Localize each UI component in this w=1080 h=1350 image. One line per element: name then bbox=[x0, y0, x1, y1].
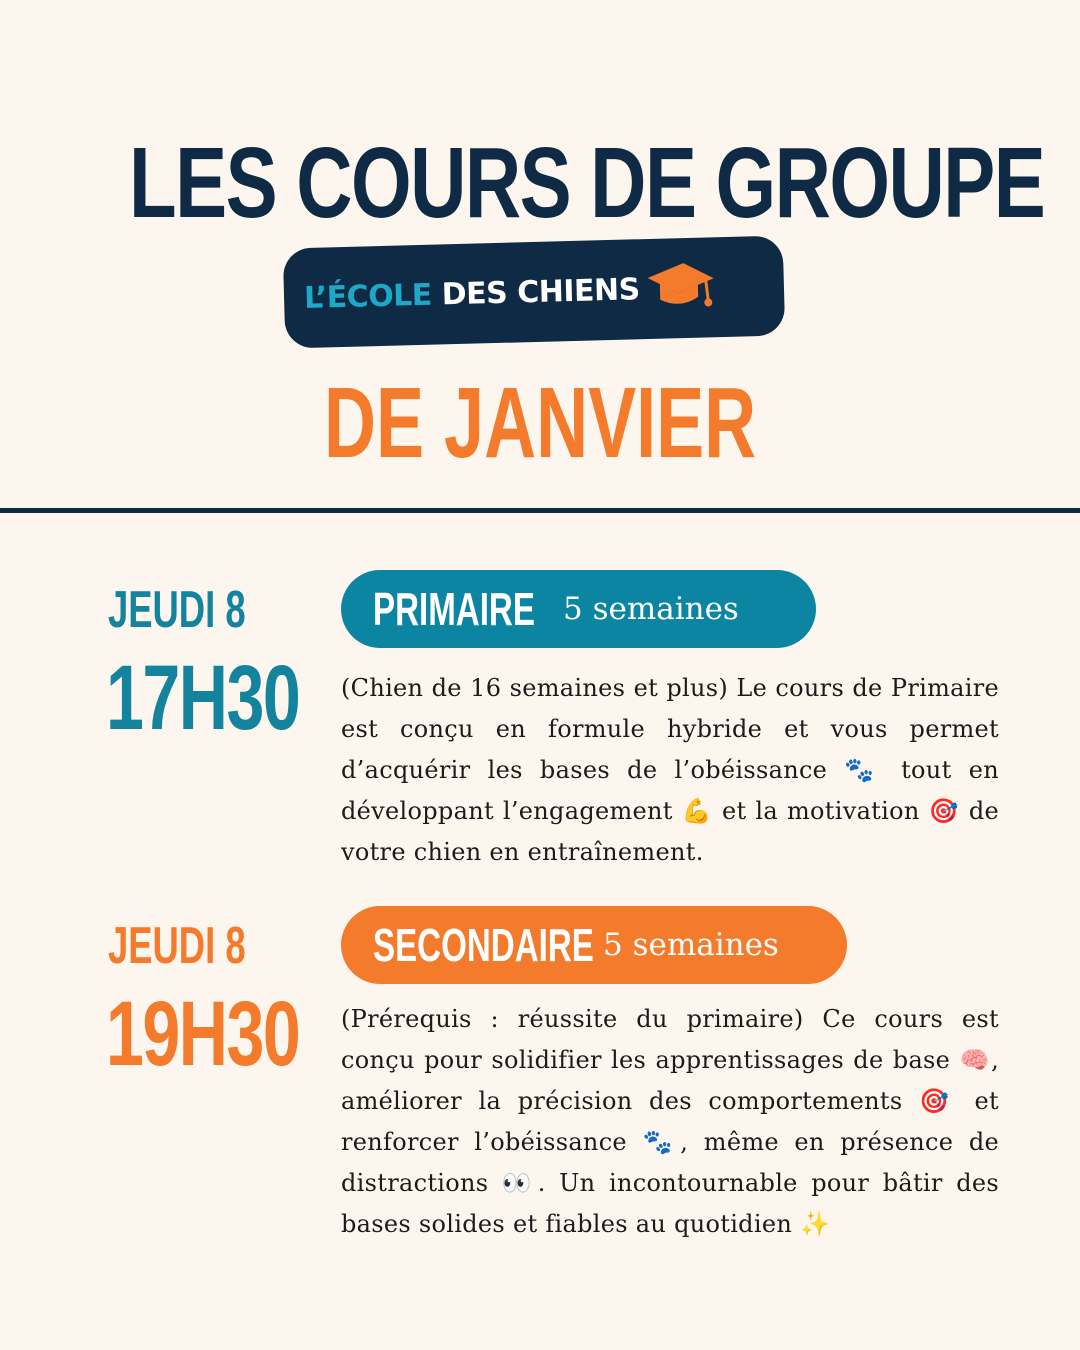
course-time: 17H30 bbox=[106, 647, 300, 749]
course-pill-secondaire bbox=[341, 906, 847, 984]
course-name: PRIMAIRE bbox=[373, 583, 535, 635]
page-title: LES COURS DE GROUPE bbox=[129, 127, 1045, 239]
logo-text-part2: DES CHIENS bbox=[441, 271, 641, 312]
course-day: JEUDI 8 bbox=[108, 581, 246, 639]
course-description: (Chien de 16 semaines et plus) Le cours de Primaire est conçu en formule hybride et vous permet d’acquérir les bases de l’obéissance 🐾 tout en développant l’engagement 💪 et la motivation 🎯 de votre chien en entraînement. bbox=[341, 674, 999, 866]
graduation-cap-icon bbox=[645, 254, 717, 316]
course-description: (Prérequis : réussite du primaire) Ce cours est conçu pour solidifier les apprentissages de base 🧠, améliorer la précision des comportements 🎯 et renforcer l’obéissance 🐾, même en présence de distractions 👀. Un incontournable pour bâtir des bases solides et fiables au quotidien ✨ bbox=[341, 1005, 999, 1238]
course-day: JEUDI 8 bbox=[108, 917, 246, 975]
section-divider bbox=[0, 508, 1080, 513]
course-duration: 5 semaines bbox=[603, 927, 779, 963]
logo-text-part1: L’ÉCOLE bbox=[303, 277, 433, 316]
course-time: 19H30 bbox=[106, 983, 300, 1085]
course-pill-primaire bbox=[341, 570, 816, 648]
course-duration: 5 semaines bbox=[563, 591, 739, 627]
month-subtitle: DE JANVIER bbox=[323, 367, 757, 479]
school-logo-badge bbox=[283, 235, 785, 348]
course-name: SECONDAIRE bbox=[373, 919, 594, 971]
